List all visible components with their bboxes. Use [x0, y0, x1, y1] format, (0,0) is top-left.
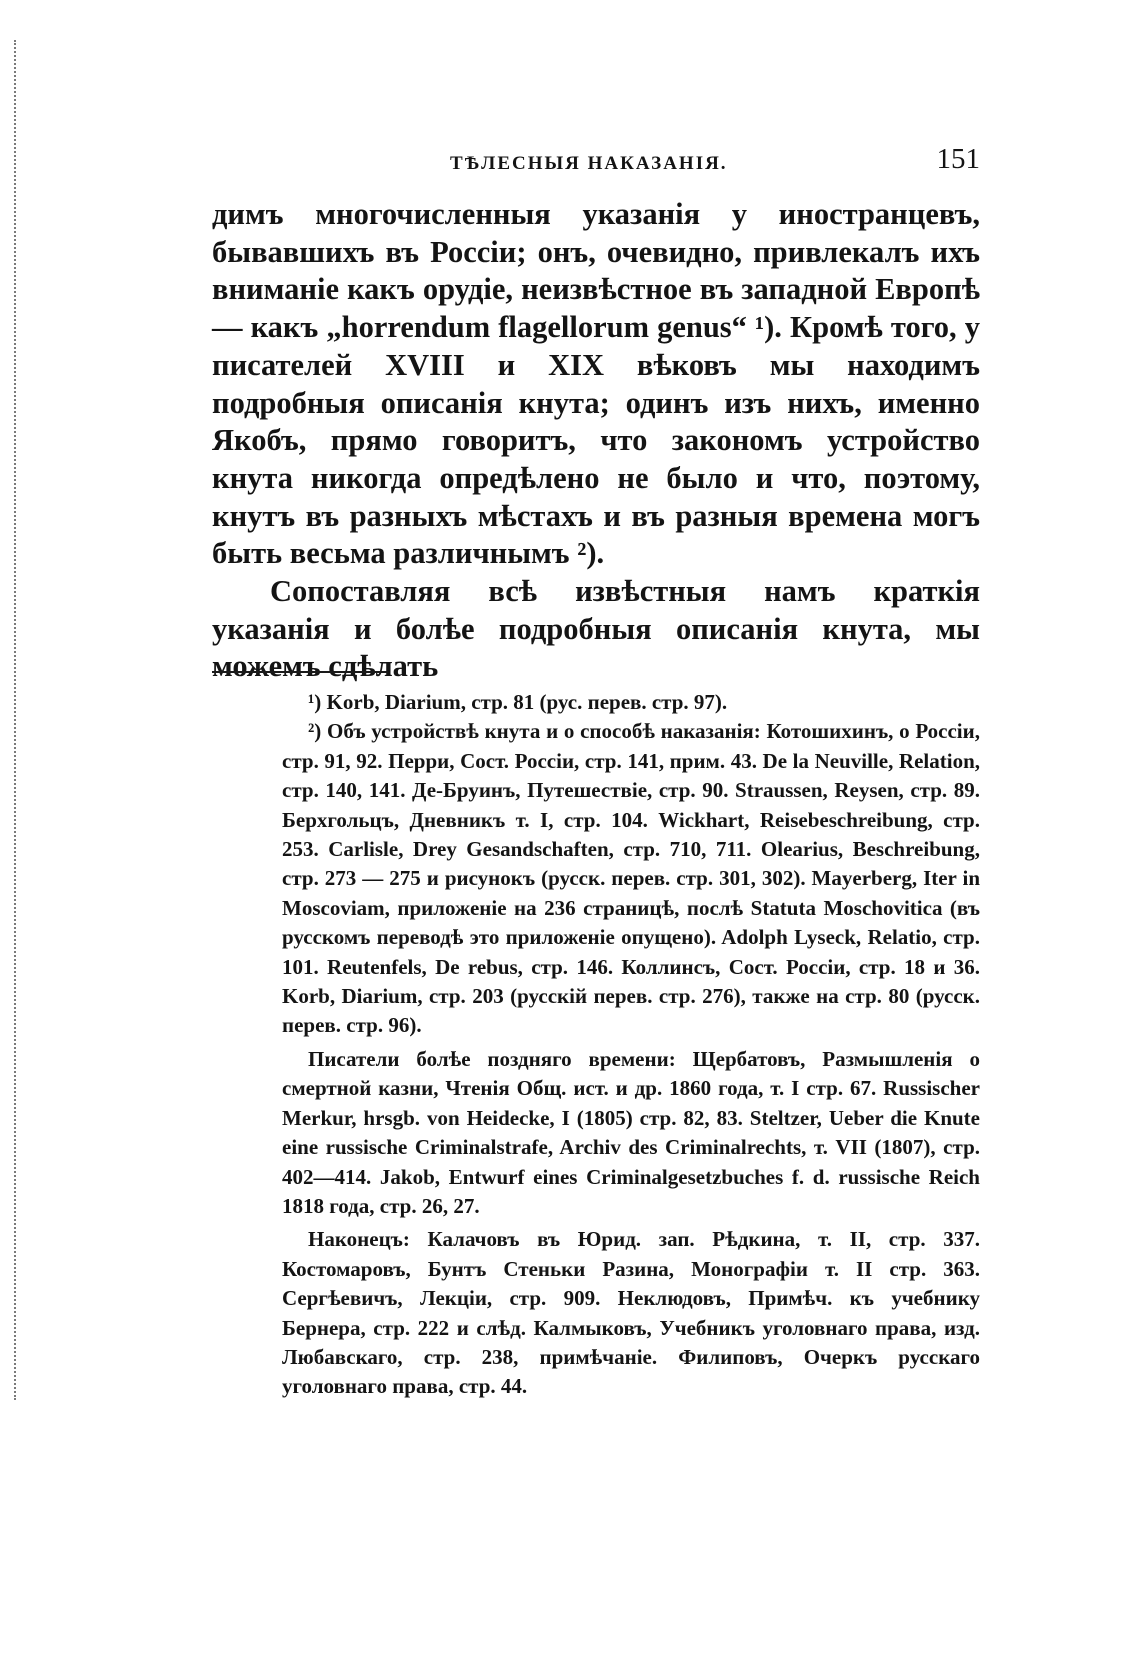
- footnote-2-later-writers: Писатели болѣе поздняго времени: Щербатовъ, Размышленія о смертной казни, Чтенія Общ. ист. и др. 1860 года, т. I стр. 67. Russischer Merkur, hrsgb. von Heidecke, I (1805) стр. 82, 83. Steltzer, Ueber die Knute eine russische Criminalstrafe, Archiv des Criminalrechts, т. VII (1807), стр. 402—414. Jakob, Entwurf eines Criminalgesetzbuches f. d. russische Reich 1818 года, стр. 26, 27.: [282, 1046, 980, 1218]
- running-head: ТѢЛЕСНЫЯ НАКАЗАНІЯ.: [450, 153, 728, 174]
- footnote-1: ¹) Korb, Diarium, стр. 81 (рус. перев. стр. 97).: [308, 690, 728, 714]
- footnote-divider: [212, 671, 388, 673]
- book-binding-edge: [14, 40, 18, 1400]
- footnote-2: ²) Объ устройствѣ кнута и о способѣ наказанія: Котошихинъ, о Россіи, стр. 91, 92. Перри, Сост. Россіи, стр. 141, прим. 43. De la Neuville, Relation, стр. 140, 141. Де-Бруинъ, Путешествіе, стр. 90. Straussen, Reysen, стр. 89. Берхгольцъ, Дневникъ т. I, стр. 104. Wickhart, Reisebeschreibung, стр. 253. Carlisle, Drey Gesandschaften, стр. 710, 711. Olearius, Beschreibung, стр. 273 — 275 и рисунокъ (русск. перев. стр. 301, 302). Mayerberg, Iter in Moscoviam, приложеніе на 236 страницѣ, послѣ Statuta Moschovitica (въ русскомъ переводѣ это приложеніе опущено). Adolph Lyseck, Relatio, стр. 101. Reutenfels, De rebus, стр. 146. Коллинсъ, Сост. Россіи, стр. 18 и 36. Korb, Diarium, стр. 203 (русскій перев. стр. 276), также на стр. 80 (русск. перев. стр. 96).: [282, 719, 980, 1038]
- footnote-2-finally: Наконецъ: Калачовъ въ Юрид. зап. Рѣдкина, т. II, стр. 337. Костомаровъ, Бунтъ Стеньки Разина, Монографіи т. II стр. 363. Сергѣевичъ, Лекціи, стр. 909. Неклюдовъ, Примѣч. къ учебнику Бернера, стр. 222 и слѣд. Калмыковъ, Учебникъ уголовнаго права, изд. Любавскаго, стр. 238, примѣчаніе. Филиповъ, Очеркъ русскаго уголовнаго права, стр. 44.: [282, 1227, 980, 1399]
- page-number: 151: [936, 143, 980, 175]
- main-text: [212, 196, 980, 686]
- page-header: [212, 143, 980, 187]
- paragraph-2: Сопоставляя всѣ извѣстныя намъ краткія указанія и болѣе подробныя описанія кнута, мы можемъ сдѣлать: [212, 574, 980, 684]
- paragraph-1: димъ многочисленныя указанія у иностранцевъ, бывавшихъ въ Россіи; онъ, очевидно, привлекалъ ихъ вниманіе какъ орудіе, неизвѣстное въ западной Европѣ — какъ „horrendum flagellorum genus“ ¹). Кромѣ того, у писателей XVIII и XIX вѣковъ мы находимъ подробныя описанія кнута; одинъ изъ нихъ, именно Якобъ, прямо говоритъ, что закономъ устройство кнута никогда опредѣлено не было и что, поэтому, кнутъ въ разныхъ мѣстахъ и въ разныя времена могъ быть весьма различнымъ ²).: [212, 197, 980, 571]
- footnotes: [282, 688, 980, 1402]
